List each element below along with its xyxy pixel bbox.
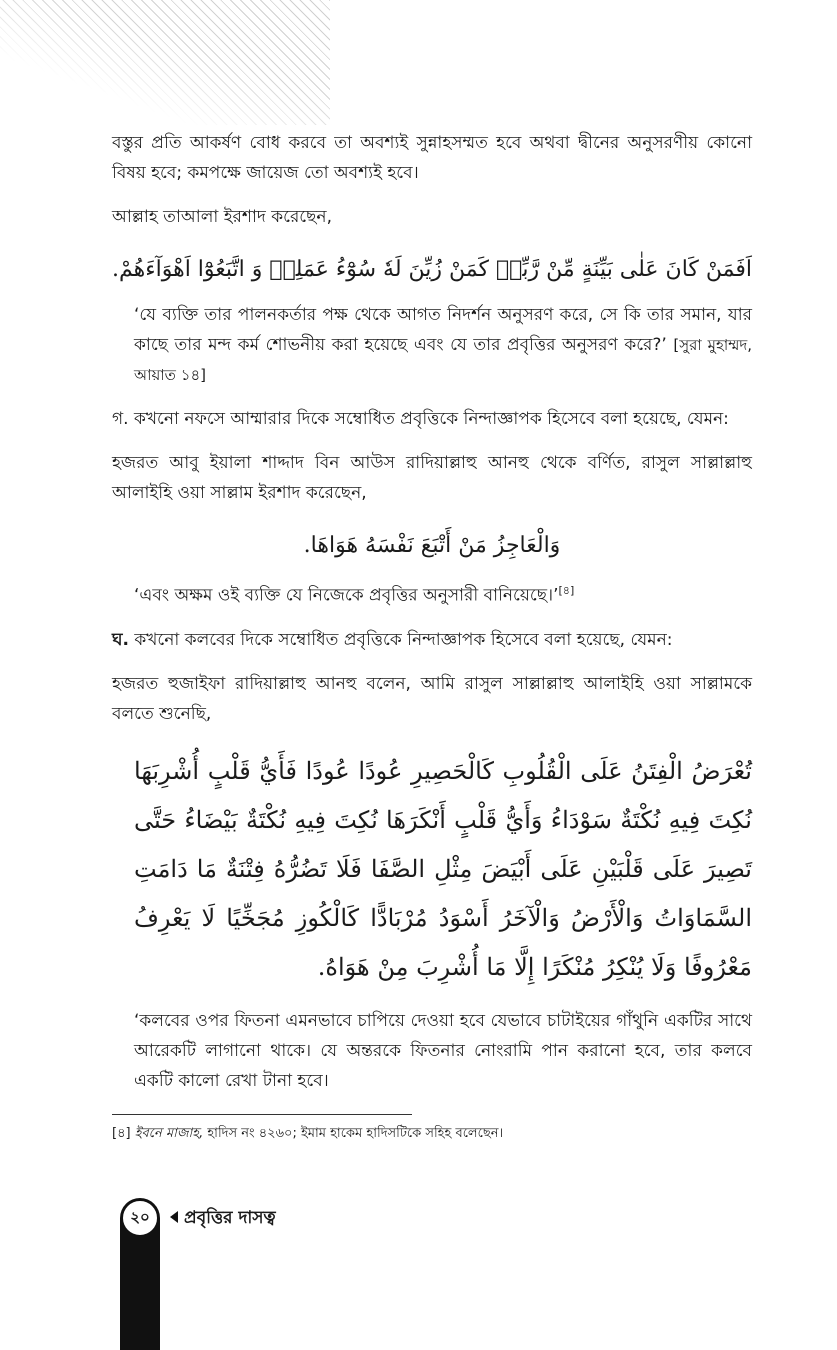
paragraph-5 [112,625,752,655]
arabic-hadith-1: وَالْعَاجِزُ مَنْ أَتْبَعَ نَفْسَهُ هَوَاهَا. [303,533,561,558]
paragraph-3: গ. কখনো নফসে আম্মারার দিকে সম্বোধিত প্রবৃত্তিকে নিন্দাজ্ঞাপক হিসেবে বলা হয়েছে, যেমন: [112,409,729,429]
footnote-divider [112,1114,412,1115]
footnote-marker: [৪] [112,1125,131,1141]
paragraph-1: বস্তুর প্রতি আকর্ষণ বোধ করবে তা অবশ্যই সুন্নাহসম্মত হবে অথবা দ্বীনের অনুসরণীয় কোনো বিষয় হবে; কমপক্ষে জায়েজ তো অবশ্যই হবে। [112,133,752,183]
quote-2 [134,576,752,611]
page-body [112,128,752,1145]
triangle-left-icon [170,1211,178,1223]
footnote-text: হাদিস নং ৪২৬০; ইমাম হাকেম হাদিসটিকে সহিহ বলেছেন। [207,1125,504,1141]
corner-hatch-decoration [0,0,330,125]
paragraph-4: হজরত আবু ইয়ালা শাদ্দাদ বিন আউস রাদিয়াল্লাহু আনহু থেকে বর্ণিত, রাসুল সাল্লাল্লাহু আলাইহি ওয়া সাল্লাম ইরশাদ করেছেন, [112,453,752,503]
footnote-source: ইবনে মাজাহ, [134,1125,204,1141]
arabic-verse-1: اَفَمَنْ كَانَ عَلٰى بَيِّنَةٍ مِّنْ رَّبِّهٖ كَمَنْ زُيِّنَ لَهٗ سُوْٓءُ عَمَلِهٖ وَ اتَّبَعُوْٓا اَهْوَآءَهُمْ. [112,257,752,282]
paragraph-6: হজরত হুজাইফা রাদিয়াল্লাহু আনহু বলেন, আমি রাসুল সাল্লাল্লাহু আলাইহি ওয়া সাল্লামকে বলতে শুনেছি, [112,673,752,724]
footnote [112,1123,752,1145]
quote-1-citation: [সুরা মুহাম্মদ, আয়াত ১৪] [134,336,752,384]
paragraph-2: আল্লাহ তাআলা ইরশাদ করেছেন, [112,207,332,227]
quote-3: ‘কলবের ওপর ফিতনা এমনভাবে চাপিয়ে দেওয়া হবে যেভাবে চাটাইয়ের গাঁথুনি একটির সাথে আরেকটি লাগানো থাকে। যে অন্তরকে ফিতনার নোংরামি পান করানো হবে, তার কলবে একটি কালো রেখা টানা হবে। [134,1010,752,1091]
list-label: ঘ. [112,629,129,650]
quote-1 [134,300,752,390]
quote-2-text: ‘এবং অক্ষম ওই ব্যক্তি যে নিজেকে প্রবৃত্তির অনুসারী বানিয়েছে।’ [134,585,559,606]
page-number: ২০ [122,1200,158,1236]
footnote-reference[interactable]: [৪] [558,584,575,597]
paragraph-5-text: কখনো কলবের দিকে সম্বোধিত প্রবৃত্তিকে নিন্দাজ্ঞাপক হিসেবে বলা হয়েছে, যেমন: [134,629,673,650]
quote-1-text: ‘যে ব্যক্তি তার পালনকর্তার পক্ষ থেকে আগত নিদর্শন অনুসরণ করে, সে কি তার সমান, যার কাছে তার মন্দ কর্ম শোভনীয় করা হয়েছে এবং যে তার প্রবৃত্তির অনুসরণ করে?’ [134,305,752,355]
running-book-title: প্রবৃত্তির দাসত্ব [184,1208,276,1228]
arabic-hadith-2: تُعْرَضُ الْفِتَنُ عَلَى الْقُلُوبِ كَالْحَصِيرِ عُودًا عُودًا فَأَيُّ قَلْبٍ أُشْرِبَهَا نُكِتَ فِيهِ نُكْتَةٌ سَوْدَاءُ وَأَيُّ قَلْبٍ أَنْكَرَهَا نُكِتَ فِيهِ نُكْتَةٌ بَيْضَاءُ حَتَّى تَصِيرَ عَلَى قَلْبَيْنِ عَلَى أَبْيَضَ مِثْلِ الصَّفَا فَلَا تَضُرُّهُ فِتْنَةٌ مَا دَامَتِ السَّمَاوَاتُ وَالْأَرْضُ وَالْآخَرُ أَسْوَدُ مُرْبَادًّا كَالْكُوزِ مُجَخِّيًا لَا يَعْرِفُ مَعْرُوفًا وَلَا يُنْكِرُ مُنْكَرًا إِلَّا مَا أُشْرِبَ مِنْ هَوَاهُ. [134,756,752,981]
